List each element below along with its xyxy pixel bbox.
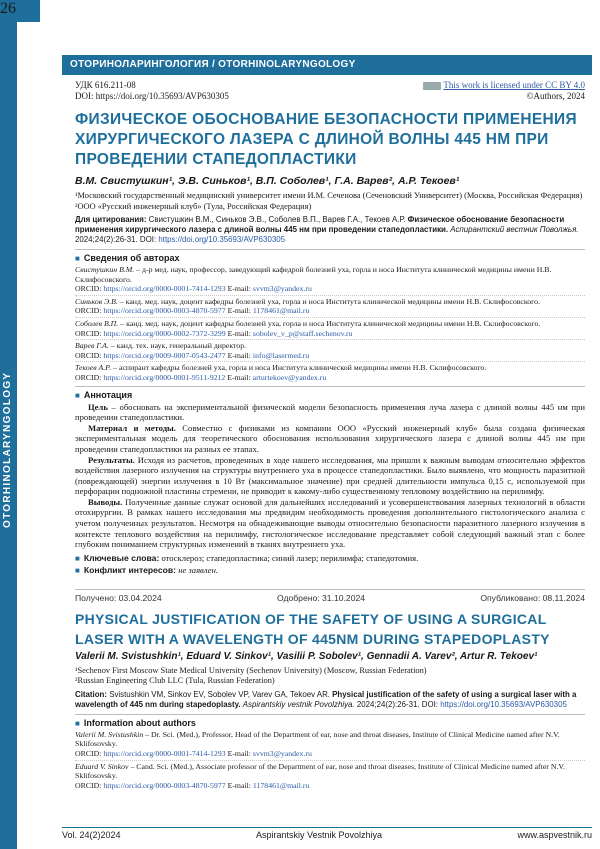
author-list bbox=[75, 265, 585, 383]
title-english: PHYSICAL JUSTIFICATION OF THE SAFETY OF USING A SURGICAL LASER WITH A WAVELENGTH OF 445NM DURING STAPEDOPLASTY bbox=[75, 610, 550, 647]
abstract-heading: Аннотация bbox=[83, 389, 133, 400]
bullet-icon: ■ bbox=[75, 254, 80, 263]
author-name: Valerii M. Svistushkin bbox=[75, 729, 144, 739]
orcid-label: ORCID: bbox=[75, 284, 102, 294]
citation-en-journal: Aspirantskiy vestnik Povolzhiya. bbox=[242, 699, 355, 709]
author-name: Текоев А.Р. bbox=[75, 363, 112, 373]
footer-journal: Aspirantskiy Vestnik Povolzhiya bbox=[255, 830, 383, 840]
date-published: Опубликовано: 08.11.2024 bbox=[480, 592, 585, 603]
citation-en-authors: Svistushkin VM, Sinkov EV, Sobolev VP, Varev GA, Tekoev AR. bbox=[109, 689, 330, 699]
email-link[interactable]: 1178461@mail.ru bbox=[252, 306, 310, 316]
orcid-link[interactable]: https://orcid.org/0000-0003-4870-5977 bbox=[103, 306, 226, 316]
email-label: E-mail: bbox=[227, 372, 251, 382]
affiliation-2: ²ООО «Русский инженерный клуб» (Тула, Российская Федерация) bbox=[75, 201, 312, 211]
author-description: – канд. мед. наук, доцент кафедры болезней уха, горла и носа Института клинической медицины имени Н.В. Склифосовского. bbox=[118, 318, 541, 328]
udk-code: УДК 616.211-08 bbox=[75, 80, 136, 90]
copyright: ©Authors, 2024 bbox=[526, 91, 585, 101]
citation-doi-link[interactable]: https://doi.org/10.35693/AVP630305 bbox=[158, 235, 285, 244]
date-received: Получено: 03.04.2024 bbox=[75, 592, 162, 603]
citation-en-label: Citation: bbox=[75, 689, 107, 699]
author-description: – д-р мед. наук, профессор, заведующий кафедрой болезней уха, горла и носа Института клинической медицины имени Н.В. Склифосовского. bbox=[75, 265, 552, 284]
page-footer bbox=[62, 827, 592, 840]
orcid-label: ORCID: bbox=[75, 780, 102, 790]
abstract-label: Результаты. bbox=[88, 454, 135, 465]
orcid-label: ORCID: bbox=[75, 350, 102, 360]
cc-license-icon bbox=[423, 82, 441, 90]
email-link[interactable]: svvm3@yandex.ru bbox=[252, 749, 312, 759]
abstract-paragraph bbox=[75, 497, 585, 550]
abstract-body bbox=[75, 402, 585, 550]
date-approved: Одобрено: 31.10.2024 bbox=[276, 592, 366, 603]
bullet-icon: ■ bbox=[75, 390, 80, 400]
title-russian: ФИЗИЧЕСКОЕ ОБОСНОВАНИЕ БЕЗОПАСНОСТИ ПРИМЕНЕНИЯ ХИРУРГИЧЕСКОГО ЛАЗЕРА С ДЛИНОЙ ВОЛНЫ 445 НМ ПРИ ПРОВЕДЕНИИ СТАПЕДОПЛАСТИКИ bbox=[75, 111, 577, 168]
page-number: 26 bbox=[0, 0, 40, 22]
orcid-label: ORCID: bbox=[75, 372, 102, 382]
abstract-label: Материал и методы. bbox=[88, 422, 176, 433]
author-name: Свистушкин В.М. bbox=[75, 265, 135, 274]
email-link[interactable]: svvm3@yandex.ru bbox=[252, 284, 312, 294]
author-name: Соболев В.П. bbox=[75, 318, 119, 328]
orcid-link[interactable]: https://orcid.org/0000-0002-7372-3299 bbox=[103, 328, 226, 338]
email-link[interactable]: 1178461@mail.ru bbox=[252, 780, 310, 790]
citation-russian bbox=[75, 215, 585, 245]
author-description: – Dr. Sci. (Med.), Professor, Head of the Department of ear, nose and throat diseases, Institute of Clinical Medicine named after N.V. Sklifosovsky. bbox=[75, 729, 560, 749]
bullet-icon: ■ bbox=[75, 553, 80, 563]
footer-site[interactable]: www.aspvestnik.ru bbox=[517, 830, 592, 840]
affiliations-english bbox=[75, 666, 585, 687]
abstract-label: Цель bbox=[88, 401, 108, 412]
author-description: – канд. тех. наук, генеральный директор. bbox=[108, 341, 247, 351]
author-name: Eduard V. Sinkov bbox=[75, 761, 129, 771]
orcid-link[interactable]: https://orcid.org/0000-0001-7414-1293 bbox=[103, 284, 226, 294]
abstract-text: Совместно с физиками из компании ООО «Русский инженерный клуб» была создана физическая экспериментальная модель для теоретического обоснования использования хирургического лазера с длиной волны 445 нм при проведении стапедопластики на разных ее этапах. bbox=[75, 422, 585, 454]
authors-english: Valerii M. Svistushkin¹, Eduard V. Sinkov¹, Vasilii P. Sobolev¹, Gennadii A. Varev², Artur R. Tekoev¹ bbox=[75, 650, 538, 662]
affiliation-1: ¹Московский государственный медицинский университет имени И.М. Сеченова (Сеченовский Университет) (Москва, Российская Федерация) bbox=[75, 191, 583, 200]
citation-tail: 2024;24(2):26-31. DOI: bbox=[75, 235, 157, 244]
author-list-english bbox=[75, 730, 585, 791]
journal-sidebar bbox=[0, 0, 17, 849]
orcid-link[interactable]: https://orcid.org/0000-0001-7414-1293 bbox=[103, 749, 226, 759]
email-label: E-mail: bbox=[227, 749, 251, 759]
abstract-paragraph bbox=[75, 402, 585, 423]
citation-en-doi-link[interactable]: https://doi.org/10.35693/AVP630305 bbox=[440, 699, 567, 709]
email-link[interactable]: arturtekoev@yandex.ru bbox=[252, 372, 327, 382]
authors-russian: В.М. Свистушкин¹, Э.В. Синьков¹, В.П. Соболев¹, Г.А. Варев², А.Р. Текоев¹ bbox=[75, 175, 460, 187]
keywords: ■ Ключевые слова: отосклероз; стапедопластика; синий лазер; перилимфа; стапедотомия. bbox=[75, 552, 419, 563]
author-description: – Cand. Sci. (Med.), Associate professor of the Department of ear, nose and throat diseases, Institute of Clinical Medicine named after N.V. Sklifosovsky. bbox=[75, 761, 565, 781]
email-link[interactable]: sobolev_v_p@staff.sechenov.ru bbox=[252, 328, 353, 338]
email-label: E-mail: bbox=[227, 306, 251, 316]
citation-journal: Аспирантский вестник Поволжья. bbox=[450, 225, 579, 234]
citation-english bbox=[75, 690, 585, 710]
email-link[interactable]: info@lasermed.ru bbox=[252, 350, 310, 360]
author-description: – аспирант кафедры болезней уха, горла и носа Института клинической медицины имени Н.В. Склифосовского. bbox=[111, 363, 487, 373]
conflict-of-interest: ■ Конфликт интересов: не заявлен. bbox=[75, 564, 218, 575]
abstract-text: Исходя из расчетов, проведенных в ходе нашего исследования, мы пришли к важным выводам относительно эффектов воздействия лазерного излучения на структуры внутреннего уха в процессе стапедопластики. Было выявлено, что мощность паразитной (повреждающей) энергии излучения в 10 Вт (максимальное значение) при средней длительности импульса 0,15 с, используемой при перфорации подножной пластины стремени, не приводит к какому-либо существенному тепловому воздействию на перилимфу. bbox=[75, 454, 585, 497]
author-info-heading: Сведения об авторах bbox=[83, 253, 180, 263]
abstract-section bbox=[75, 386, 585, 576]
author-description: – канд. мед. наук, доцент кафедры болезней уха, горла и носа Института клинической медицины имени Н.В. Склифосовского. bbox=[117, 296, 540, 306]
email-label: E-mail: bbox=[227, 780, 251, 790]
section-header-bar: ОТОРИНОЛАРИНГОЛОГИЯ / OTORHINOLARYNGOLOGY bbox=[62, 55, 592, 75]
orcid-link[interactable]: https://orcid.org/0000-0003-4870-5977 bbox=[103, 780, 226, 790]
license-link[interactable]: This work is licensed under CC BY 4.0 bbox=[443, 80, 585, 90]
doi-line: DOI: https://doi.org/10.35693/AVP630305 bbox=[75, 91, 229, 101]
affiliation-en-1: ¹Sechenov First Moscow State Medical University (Sechenov University) (Moscow, Russian Federation) bbox=[75, 665, 427, 675]
abstract-text: – обосновать на экспериментальной физической модели безопасность применения луча лазера с длиной волны 445 нм при проведении стапедопластики. bbox=[75, 401, 585, 423]
publication-dates bbox=[75, 589, 585, 603]
abstract-paragraph bbox=[75, 455, 585, 497]
affiliation-en-2: ²Russian Engineering Club LLC (Tula, Russian Federation) bbox=[75, 676, 275, 686]
author-info-russian bbox=[75, 249, 585, 383]
author-entry bbox=[75, 319, 585, 340]
affiliations-russian bbox=[75, 191, 585, 212]
citation-en-tail: 2024;24(2):26-31. DOI: bbox=[356, 699, 438, 709]
email-label: E-mail: bbox=[227, 284, 251, 294]
author-entry bbox=[75, 363, 585, 382]
author-info-english bbox=[75, 714, 585, 791]
author-entry bbox=[75, 762, 585, 791]
author-entry bbox=[75, 297, 585, 318]
article-meta bbox=[75, 80, 585, 102]
email-label: E-mail: bbox=[227, 350, 251, 360]
sidebar-journal-label: OTORHINOLARYNGOLOGY bbox=[2, 371, 13, 529]
citation-title: Физическое обоснование безопасности применения хирургического лазера с длиной волны 445 нм при проведении стапедопластики. bbox=[75, 215, 565, 234]
author-name: Варев Г.А. bbox=[75, 341, 109, 351]
orcid-link[interactable]: https://orcid.org/0009-0007-0543-2477 bbox=[103, 350, 226, 360]
orcid-link[interactable]: https://orcid.org/0000-0001-9511-9212 bbox=[103, 372, 226, 382]
email-label: E-mail: bbox=[227, 328, 251, 338]
bullet-icon: ■ bbox=[75, 565, 80, 575]
citation-authors: Свистушкин В.М., Синьков Э.В., Соболев В.П., Варев Г.А., Текоев А.Р. bbox=[148, 215, 406, 224]
abstract-label: Выводы. bbox=[88, 496, 123, 507]
author-entry bbox=[75, 341, 585, 362]
author-entry bbox=[75, 265, 585, 296]
bullet-icon: ■ bbox=[75, 718, 80, 728]
author-name: Синьков Э.В. bbox=[75, 296, 118, 306]
orcid-label: ORCID: bbox=[75, 306, 102, 316]
citation-label: Для цитирования: bbox=[75, 215, 147, 224]
footer-volume: Vol. 24(2)2024 bbox=[62, 830, 121, 840]
abstract-text: Полученные данные служат основой для дальнейших исследований и усовершенствования лазерных технологий в области отохирургии. В рамках нашего исследования мы предвидим необходимость проведения дополнительного гистологического анализа с учетом полученных результатов. Несмотря на обнадеживающие выводы относительно безопасности паразитного лазерного излучения в контексте теплового воздействия на перилимфу, гистологическое исследование представляет собой следующий важный этап с более глубоким пониманием структурных изменений в тканях внутреннего уха. bbox=[75, 496, 585, 550]
abstract-paragraph bbox=[75, 423, 585, 455]
article-content bbox=[75, 80, 585, 790]
orcid-label: ORCID: bbox=[75, 749, 102, 759]
author-entry bbox=[75, 730, 585, 761]
orcid-label: ORCID: bbox=[75, 328, 102, 338]
citation-en-title: Physical justification of the safety of using a surgical laser with a wavelength of 445 nm during stapedoplasty. bbox=[75, 689, 577, 709]
author-info-en-heading: Information about authors bbox=[83, 717, 196, 728]
